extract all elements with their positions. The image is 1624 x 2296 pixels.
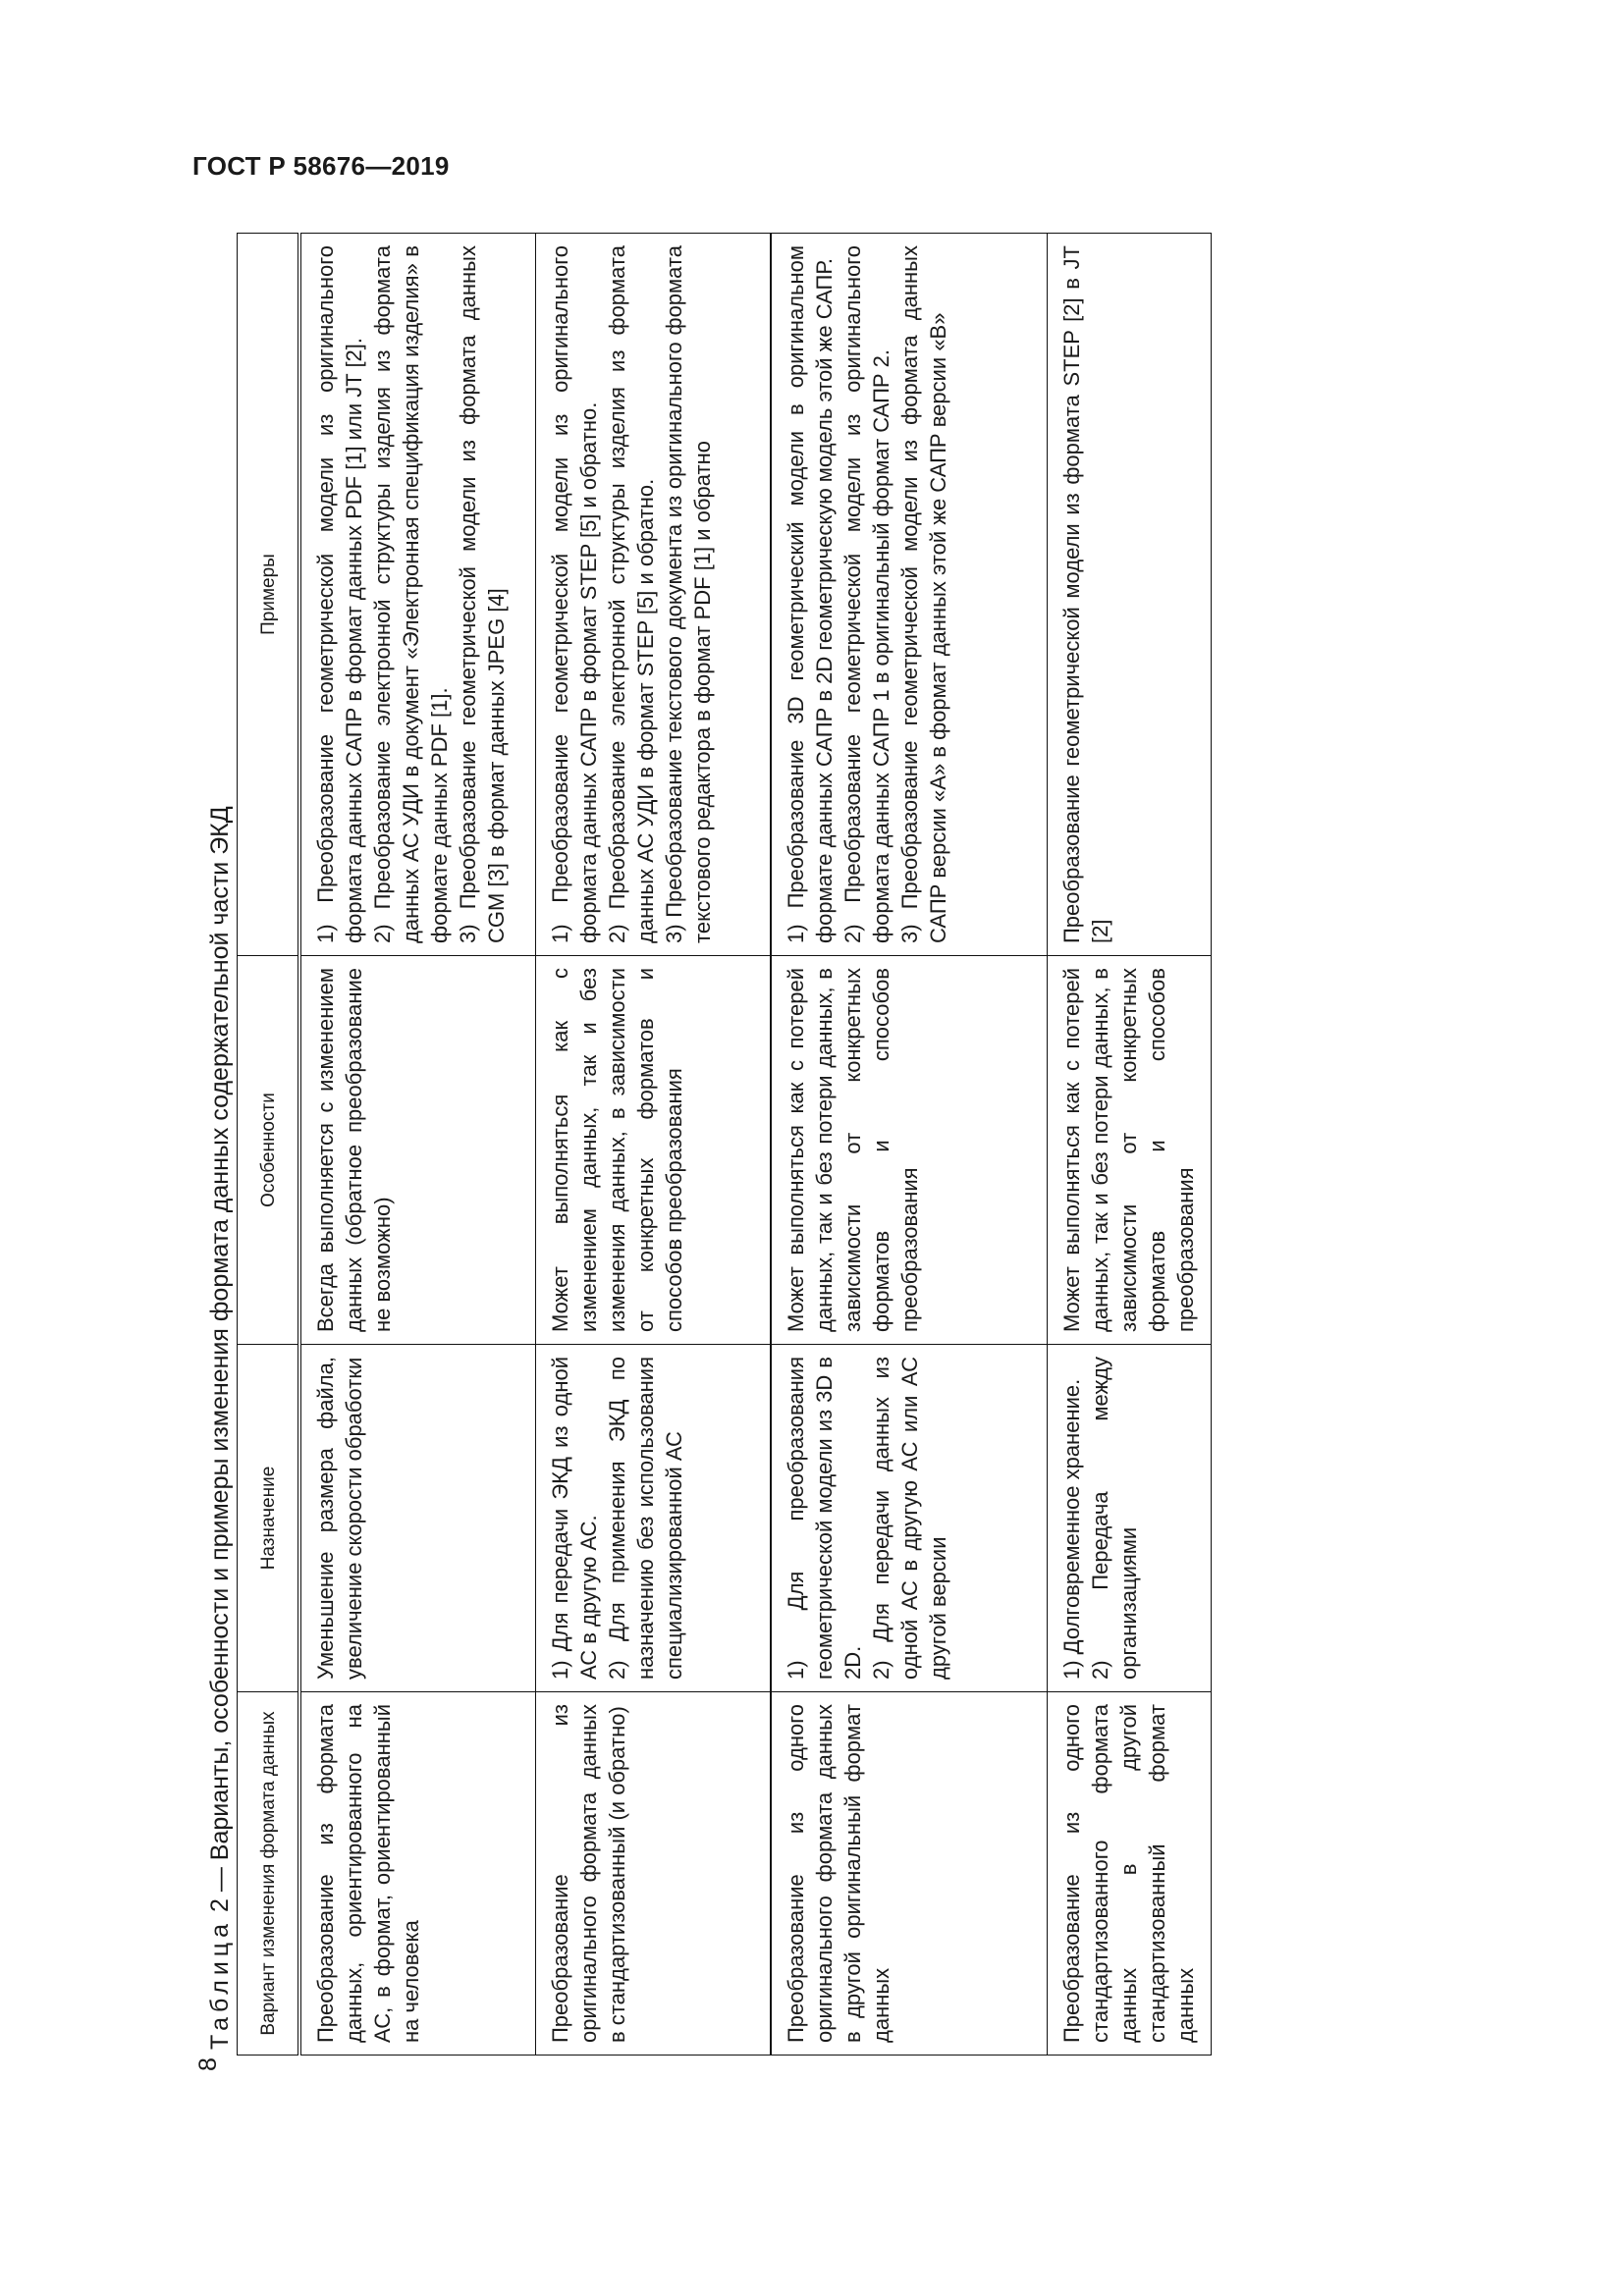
cell-examples (536, 234, 772, 956)
cell-examples-text: Преобразование геометрической модели из формата STEP [2] в JT [2] (1059, 245, 1113, 943)
cell-features (299, 956, 536, 1345)
cell-purpose-text: 1) Долговременное хранение. 2) Передача между организациями (1059, 1357, 1142, 1680)
cell-examples (771, 234, 1048, 956)
cell-purpose (1048, 1345, 1212, 1692)
cell-variant (536, 1692, 772, 2056)
cell-variant-text: Преобразование из формата данных, ориентированного на АС, в формат, ориентированный на человека (313, 1704, 424, 2043)
cell-features-text: Всегда выполняется с изменением данных (обратное преобразование не возможно) (313, 968, 396, 1332)
table-caption (206, 806, 235, 2050)
cell-features (536, 956, 772, 1345)
column-header-variant: Вариант изменения формата данных (238, 1692, 300, 2056)
table-row (536, 234, 772, 2056)
cell-purpose (771, 1345, 1048, 1692)
table-row (1048, 234, 1212, 2056)
cell-variant (1048, 1692, 1212, 2056)
cell-examples (1048, 234, 1212, 956)
page-number: 8 (194, 2057, 222, 2071)
cell-features-text: Может выполняться как с изменением данных, так и без изменения данных, в зависимости от конкретных форматов и способов преобразования (548, 968, 687, 1332)
cell-variant (771, 1692, 1048, 2056)
table-row (771, 234, 1048, 2056)
cell-variant (299, 1692, 536, 2056)
cell-variant-text: Преобразование из одного стандартизованного формата данных в другой стандартизованный формат данных (1059, 1704, 1199, 2043)
cell-examples-text: 1) Преобразование геометрической модели из оригинального формата данных САПР в формат STEP [5] и обратно. 2) Преобразование электронной структуры изделия из формата данных АС УДИ в формат STEP [5] и обратно. 3) Преобразование текстового документа из оригинального формата текстового редактора в формат PDF [1] и обратно (548, 245, 716, 943)
cell-features-text: Может выполняться как с потерей данных, так и без потери данных, в зависимости от конкретных форматов и способов преобразования (1059, 968, 1199, 1332)
data-table (237, 233, 1212, 2056)
table-header-row (238, 234, 300, 2056)
table-caption-prefix: Таблица (206, 1918, 234, 2050)
cell-purpose-text: 1) Для передачи ЭКД из одной АС в другую АС. 2) Для применения ЭКД по назначению без использования специализированной АС (548, 1357, 687, 1680)
table-caption-title: 2 — Варианты, особенности и примеры изменения формата данных содержательной части ЭКД (206, 806, 234, 1913)
cell-purpose (536, 1345, 772, 1692)
cell-features-text: Может выполняться как с потерей данных, так и без потери данных, в зависимости от конкретных форматов и способов преобразования (784, 968, 923, 1332)
cell-examples-text: 1) Преобразование геометрической модели из оригинального формата данных САПР в формат данных PDF [1] или JT [2]. 2) Преобразование электронной структуры изделия из формата данных АС УДИ в документ «Электронная спецификация изделия» в формате данных PDF [1]. 3) Преобразование геометрической модели из формата данных CGM [3] в формат данных JPEG [4] (313, 245, 510, 943)
table-row (299, 234, 536, 2056)
cell-purpose (299, 1345, 536, 1692)
rotated-table-frame (196, 196, 1267, 2061)
column-header-examples: Примеры (238, 234, 300, 956)
cell-features (771, 956, 1048, 1345)
document-header: ГОСТ Р 58676—2019 (192, 151, 450, 181)
cell-purpose-text: 1) Для преобразования геометрической модели из 3D в 2D. 2) Для передачи данных из одной АС в другую АС или АС другой версии (784, 1357, 951, 1680)
cell-purpose-text: Уменьшение размера файла, увеличение скорости обработки (313, 1357, 367, 1680)
column-header-purpose: Назначение (238, 1345, 300, 1692)
column-header-features: Особенности (238, 956, 300, 1345)
cell-variant-text: Преобразование из оригинального формата данных в стандартизованный (и обратно) (548, 1704, 630, 2043)
cell-examples-text: 1) Преобразование 3D геометрический модели в оригинальном формате данных САПР в 2D геометрическую модель этой же САПР. 2) Преобразование геометрической модели из оригинального формата данных САПР 1 в оригинальный формат САПР 2. 3) Преобразование геометрической модели из формата данных САПР версии «А» в формат данных этой же САПР версии «В» (784, 245, 951, 943)
cell-examples (299, 234, 536, 956)
cell-variant-text: Преобразование из одного оригинального формата данных в другой оригинальный формат данных (784, 1704, 894, 2043)
cell-features (1048, 956, 1212, 1345)
